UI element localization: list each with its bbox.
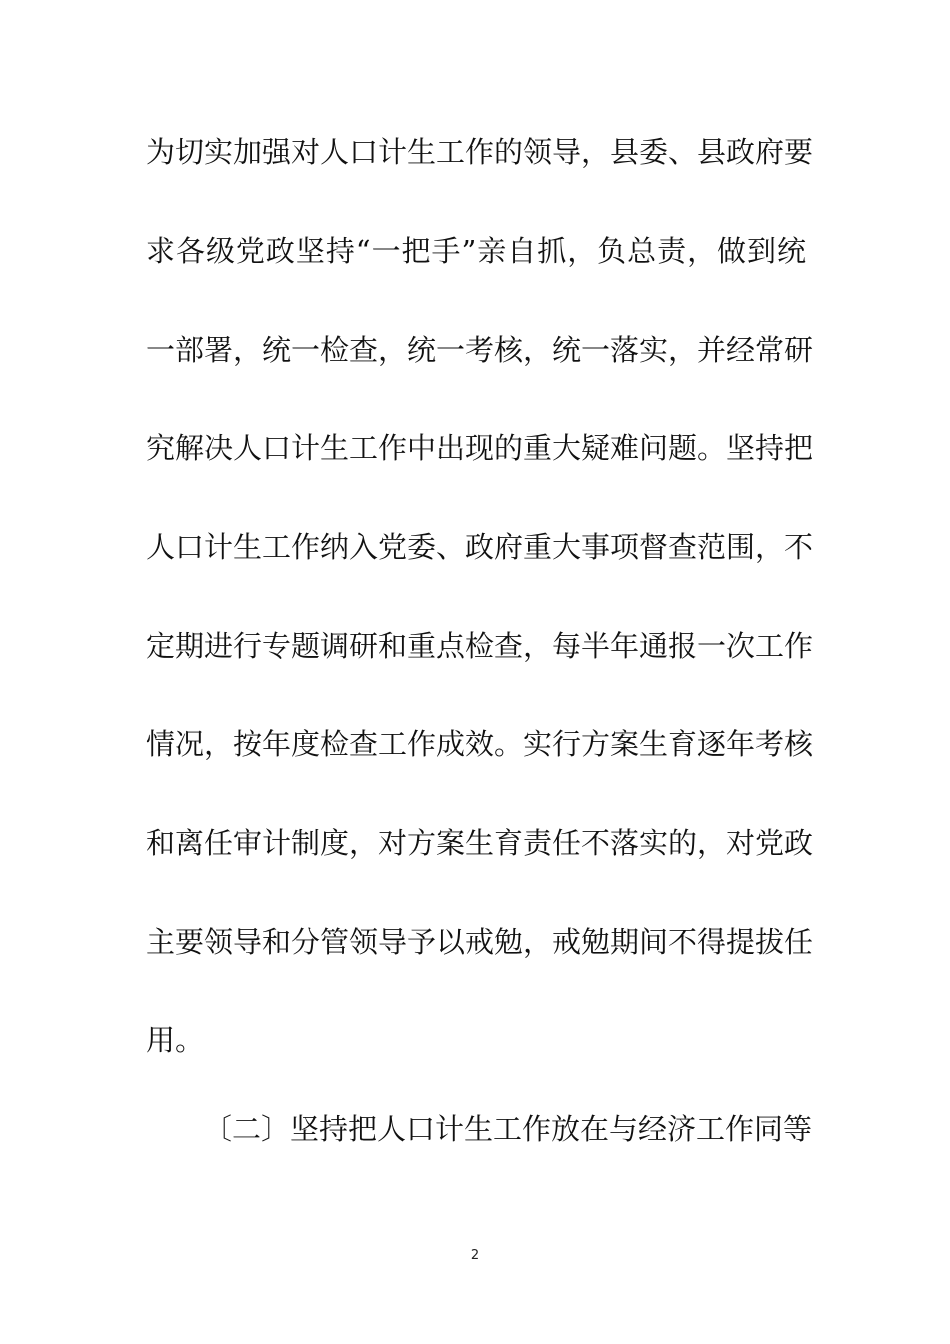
page-number: 2 [470,1248,480,1263]
paragraph-line: 情况，按年度检查工作成效。实行方案生育逐年考核 [146,727,814,761]
paragraph-line: 定期进行专题调研和重点检查，每半年通报一次工作 [146,629,814,663]
paragraph-line: 为切实加强对人口计生工作的领导，县委、县政府要 [146,135,814,169]
paragraph-line: 求各级党政坚持“一把手”亲自抓，负总责，做到统 [146,234,806,268]
paragraph-line: 用。 [146,1023,205,1057]
paragraph-line: 一部署，统一检查，统一考核，统一落实，并经常研 [146,333,814,367]
paragraph-line: 究解决人口计生工作中出现的重大疑难问题。坚持把 [146,431,814,465]
paragraph-line: 人口计生工作纳入党委、政府重大事项督查范围，不 [146,530,814,564]
paragraph-line: 和离任审计制度，对方案生育责任不落实的，对党政 [146,826,814,860]
section-heading-line: 〔二〕坚持把人口计生工作放在与经济工作同等 [203,1112,813,1146]
paragraph-line: 主要领导和分管领导予以戒勉，戒勉期间不得提拔任 [146,925,814,959]
